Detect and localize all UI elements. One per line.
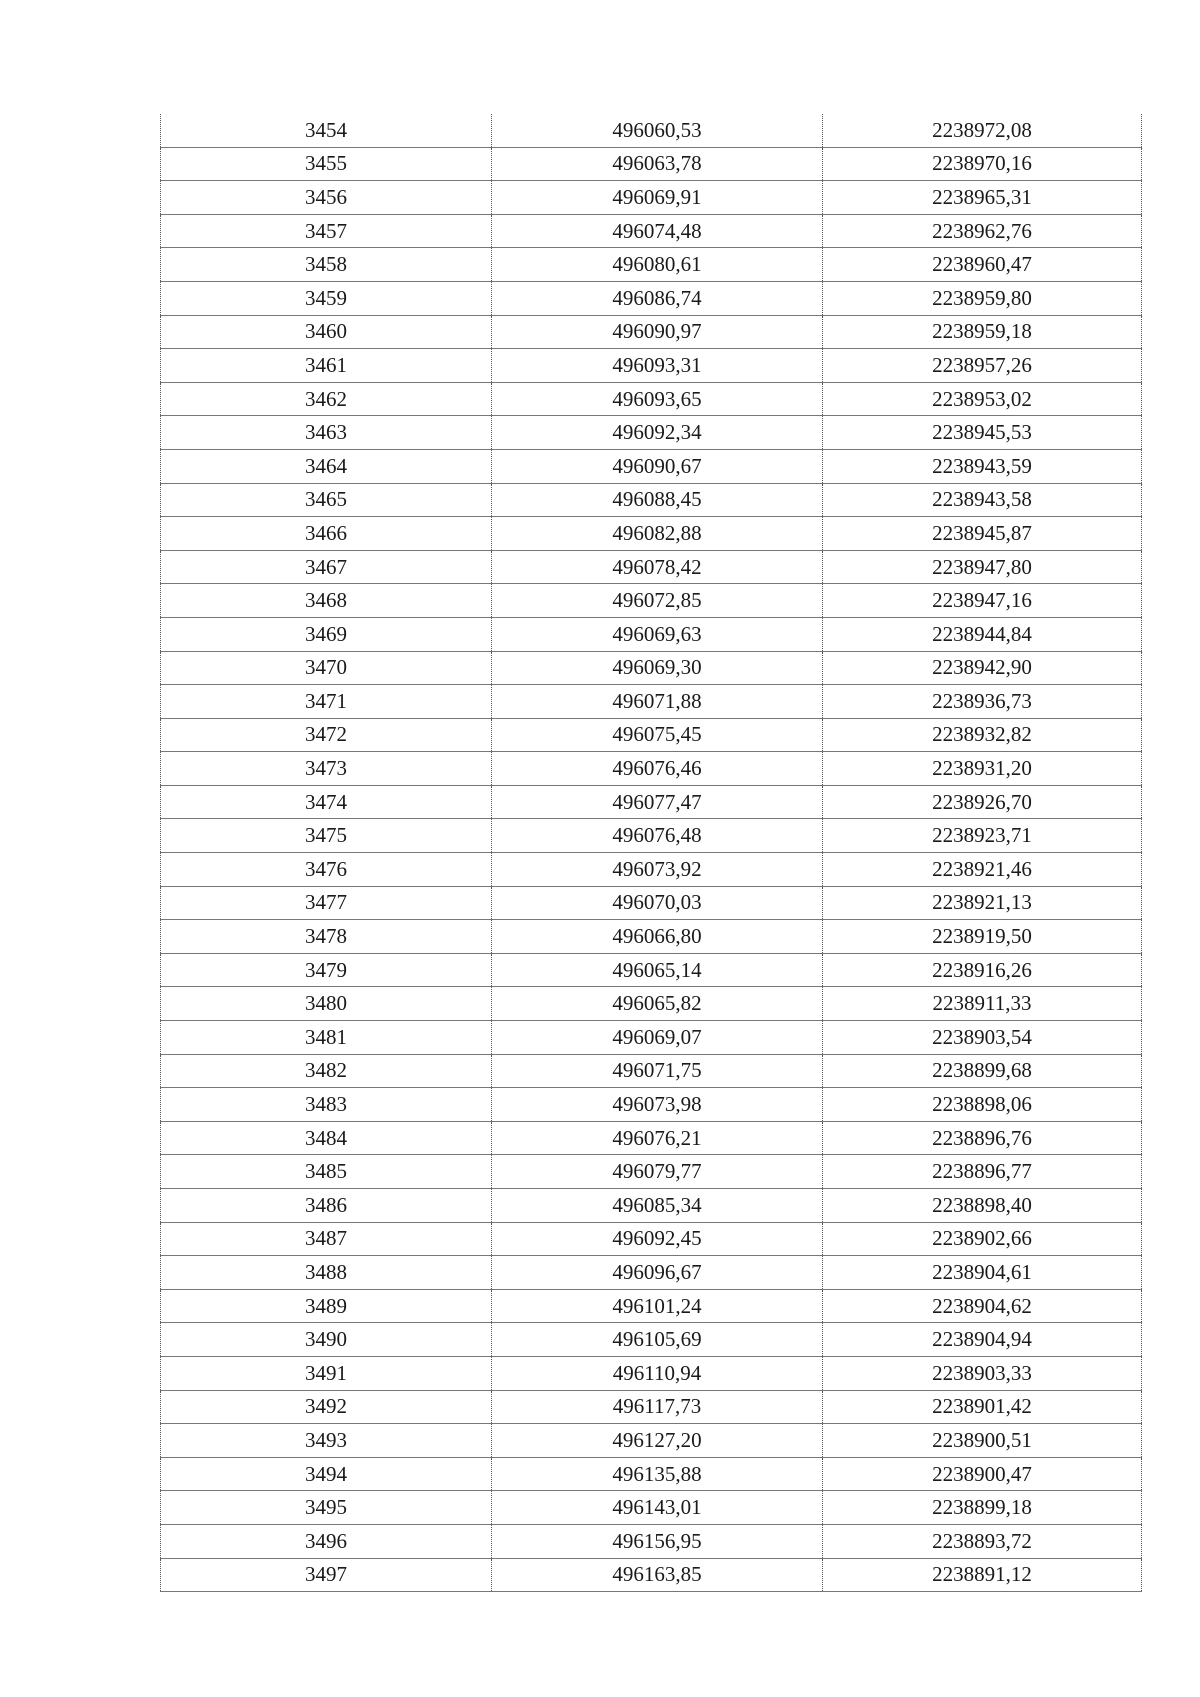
table-row: [161, 953, 1142, 987]
table-row: [161, 1256, 1142, 1290]
point-number-cell: 3457: [161, 214, 492, 248]
x-coordinate-cell: 496076,21: [492, 1121, 823, 1155]
table-row: [161, 1155, 1142, 1189]
x-coordinate-cell: 496110,94: [492, 1356, 823, 1390]
x-coordinate-cell: 496076,48: [492, 819, 823, 853]
x-coordinate-cell: 496163,85: [492, 1558, 823, 1592]
y-coordinate-cell: 2238898,06: [823, 1088, 1142, 1122]
table-row: [161, 1390, 1142, 1424]
table-row: [161, 886, 1142, 920]
y-coordinate-cell: 2238899,68: [823, 1054, 1142, 1088]
y-coordinate-cell: 2238921,13: [823, 886, 1142, 920]
table-row: [161, 617, 1142, 651]
point-number-cell: 3477: [161, 886, 492, 920]
y-coordinate-cell: 2238953,02: [823, 382, 1142, 416]
x-coordinate-cell: 496076,46: [492, 752, 823, 786]
table-row: [161, 1289, 1142, 1323]
x-coordinate-cell: 496117,73: [492, 1390, 823, 1424]
x-coordinate-cell: 496069,63: [492, 617, 823, 651]
point-number-cell: 3485: [161, 1155, 492, 1189]
point-number-cell: 3493: [161, 1424, 492, 1458]
table-row: [161, 1558, 1142, 1592]
point-number-cell: 3473: [161, 752, 492, 786]
x-coordinate-cell: 496060,53: [492, 114, 823, 147]
point-number-cell: 3455: [161, 147, 492, 181]
point-number-cell: 3489: [161, 1289, 492, 1323]
table-row: [161, 1054, 1142, 1088]
y-coordinate-cell: 2238896,76: [823, 1121, 1142, 1155]
table-row: [161, 483, 1142, 517]
y-coordinate-cell: 2238926,70: [823, 785, 1142, 819]
y-coordinate-cell: 2238904,94: [823, 1323, 1142, 1357]
x-coordinate-cell: 496093,31: [492, 349, 823, 383]
y-coordinate-cell: 2238962,76: [823, 214, 1142, 248]
table-row: [161, 920, 1142, 954]
point-number-cell: 3461: [161, 349, 492, 383]
point-number-cell: 3463: [161, 416, 492, 450]
x-coordinate-cell: 496127,20: [492, 1424, 823, 1458]
point-number-cell: 3478: [161, 920, 492, 954]
table-row: [161, 1088, 1142, 1122]
x-coordinate-cell: 496075,45: [492, 718, 823, 752]
table-row: [161, 349, 1142, 383]
point-number-cell: 3490: [161, 1323, 492, 1357]
point-number-cell: 3481: [161, 1021, 492, 1055]
table-row: [161, 1457, 1142, 1491]
point-number-cell: 3476: [161, 853, 492, 887]
table-row: [161, 853, 1142, 887]
point-number-cell: 3484: [161, 1121, 492, 1155]
x-coordinate-cell: 496074,48: [492, 214, 823, 248]
x-coordinate-cell: 496088,45: [492, 483, 823, 517]
y-coordinate-cell: 2238944,84: [823, 617, 1142, 651]
y-coordinate-cell: 2238943,58: [823, 483, 1142, 517]
x-coordinate-cell: 496073,98: [492, 1088, 823, 1122]
y-coordinate-cell: 2238921,46: [823, 853, 1142, 887]
table-row: [161, 1491, 1142, 1525]
y-coordinate-cell: 2238970,16: [823, 147, 1142, 181]
table-row: [161, 819, 1142, 853]
y-coordinate-cell: 2238893,72: [823, 1524, 1142, 1558]
table-row: [161, 315, 1142, 349]
table-row: [161, 752, 1142, 786]
table-row: [161, 181, 1142, 215]
point-number-cell: 3482: [161, 1054, 492, 1088]
point-number-cell: 3494: [161, 1457, 492, 1491]
coordinates-table: [160, 114, 1142, 1592]
y-coordinate-cell: 2238903,54: [823, 1021, 1142, 1055]
x-coordinate-cell: 496093,65: [492, 382, 823, 416]
y-coordinate-cell: 2238919,50: [823, 920, 1142, 954]
y-coordinate-cell: 2238911,33: [823, 987, 1142, 1021]
y-coordinate-cell: 2238900,51: [823, 1424, 1142, 1458]
table-row: [161, 685, 1142, 719]
x-coordinate-cell: 496085,34: [492, 1189, 823, 1223]
y-coordinate-cell: 2238899,18: [823, 1491, 1142, 1525]
table-row: [161, 416, 1142, 450]
x-coordinate-cell: 496156,95: [492, 1524, 823, 1558]
y-coordinate-cell: 2238945,87: [823, 517, 1142, 551]
point-number-cell: 3474: [161, 785, 492, 819]
y-coordinate-cell: 2238960,47: [823, 248, 1142, 282]
point-number-cell: 3465: [161, 483, 492, 517]
y-coordinate-cell: 2238900,47: [823, 1457, 1142, 1491]
point-number-cell: 3486: [161, 1189, 492, 1223]
table-row: [161, 114, 1142, 147]
x-coordinate-cell: 496072,85: [492, 584, 823, 618]
point-number-cell: 3462: [161, 382, 492, 416]
y-coordinate-cell: 2238945,53: [823, 416, 1142, 450]
table-row: [161, 785, 1142, 819]
point-number-cell: 3459: [161, 281, 492, 315]
y-coordinate-cell: 2238904,62: [823, 1289, 1142, 1323]
x-coordinate-cell: 496143,01: [492, 1491, 823, 1525]
y-coordinate-cell: 2238947,16: [823, 584, 1142, 618]
y-coordinate-cell: 2238959,80: [823, 281, 1142, 315]
y-coordinate-cell: 2238923,71: [823, 819, 1142, 853]
point-number-cell: 3479: [161, 953, 492, 987]
table-row: [161, 281, 1142, 315]
point-number-cell: 3464: [161, 449, 492, 483]
y-coordinate-cell: 2238916,26: [823, 953, 1142, 987]
x-coordinate-cell: 496071,75: [492, 1054, 823, 1088]
table-row: [161, 718, 1142, 752]
table-row: [161, 1222, 1142, 1256]
x-coordinate-cell: 496101,24: [492, 1289, 823, 1323]
x-coordinate-cell: 496135,88: [492, 1457, 823, 1491]
x-coordinate-cell: 496065,82: [492, 987, 823, 1021]
y-coordinate-cell: 2238891,12: [823, 1558, 1142, 1592]
x-coordinate-cell: 496092,45: [492, 1222, 823, 1256]
point-number-cell: 3495: [161, 1491, 492, 1525]
table-row: [161, 1356, 1142, 1390]
x-coordinate-cell: 496071,88: [492, 685, 823, 719]
x-coordinate-cell: 496096,67: [492, 1256, 823, 1290]
y-coordinate-cell: 2238936,73: [823, 685, 1142, 719]
point-number-cell: 3471: [161, 685, 492, 719]
x-coordinate-cell: 496066,80: [492, 920, 823, 954]
x-coordinate-cell: 496079,77: [492, 1155, 823, 1189]
table-row: [161, 1424, 1142, 1458]
x-coordinate-cell: 496077,47: [492, 785, 823, 819]
point-number-cell: 3460: [161, 315, 492, 349]
y-coordinate-cell: 2238942,90: [823, 651, 1142, 685]
table-row: [161, 382, 1142, 416]
table-row: [161, 1189, 1142, 1223]
point-number-cell: 3487: [161, 1222, 492, 1256]
point-number-cell: 3469: [161, 617, 492, 651]
x-coordinate-cell: 496069,07: [492, 1021, 823, 1055]
x-coordinate-cell: 496069,30: [492, 651, 823, 685]
table-row: [161, 584, 1142, 618]
point-number-cell: 3458: [161, 248, 492, 282]
point-number-cell: 3497: [161, 1558, 492, 1592]
y-coordinate-cell: 2238965,31: [823, 181, 1142, 215]
x-coordinate-cell: 496080,61: [492, 248, 823, 282]
point-number-cell: 3456: [161, 181, 492, 215]
x-coordinate-cell: 496092,34: [492, 416, 823, 450]
table-row: [161, 248, 1142, 282]
y-coordinate-cell: 2238957,26: [823, 349, 1142, 383]
x-coordinate-cell: 496086,74: [492, 281, 823, 315]
x-coordinate-cell: 496073,92: [492, 853, 823, 887]
table-row: [161, 987, 1142, 1021]
x-coordinate-cell: 496082,88: [492, 517, 823, 551]
point-number-cell: 3454: [161, 114, 492, 147]
point-number-cell: 3472: [161, 718, 492, 752]
point-number-cell: 3466: [161, 517, 492, 551]
x-coordinate-cell: 496065,14: [492, 953, 823, 987]
x-coordinate-cell: 496105,69: [492, 1323, 823, 1357]
y-coordinate-cell: 2238947,80: [823, 550, 1142, 584]
point-number-cell: 3491: [161, 1356, 492, 1390]
point-number-cell: 3468: [161, 584, 492, 618]
table-row: [161, 1323, 1142, 1357]
x-coordinate-cell: 496069,91: [492, 181, 823, 215]
coordinates-table-body: [161, 114, 1142, 1592]
table-row: [161, 1021, 1142, 1055]
y-coordinate-cell: 2238943,59: [823, 449, 1142, 483]
y-coordinate-cell: 2238902,66: [823, 1222, 1142, 1256]
x-coordinate-cell: 496063,78: [492, 147, 823, 181]
y-coordinate-cell: 2238896,77: [823, 1155, 1142, 1189]
table-row: [161, 550, 1142, 584]
table-row: [161, 1121, 1142, 1155]
table-row: [161, 651, 1142, 685]
x-coordinate-cell: 496078,42: [492, 550, 823, 584]
y-coordinate-cell: 2238959,18: [823, 315, 1142, 349]
y-coordinate-cell: 2238901,42: [823, 1390, 1142, 1424]
point-number-cell: 3483: [161, 1088, 492, 1122]
y-coordinate-cell: 2238898,40: [823, 1189, 1142, 1223]
y-coordinate-cell: 2238903,33: [823, 1356, 1142, 1390]
point-number-cell: 3470: [161, 651, 492, 685]
x-coordinate-cell: 496090,67: [492, 449, 823, 483]
table-row: [161, 1524, 1142, 1558]
x-coordinate-cell: 496090,97: [492, 315, 823, 349]
y-coordinate-cell: 2238904,61: [823, 1256, 1142, 1290]
point-number-cell: 3496: [161, 1524, 492, 1558]
point-number-cell: 3467: [161, 550, 492, 584]
table-row: [161, 147, 1142, 181]
point-number-cell: 3480: [161, 987, 492, 1021]
point-number-cell: 3492: [161, 1390, 492, 1424]
y-coordinate-cell: 2238972,08: [823, 114, 1142, 147]
table-row: [161, 214, 1142, 248]
y-coordinate-cell: 2238931,20: [823, 752, 1142, 786]
point-number-cell: 3488: [161, 1256, 492, 1290]
point-number-cell: 3475: [161, 819, 492, 853]
table-row: [161, 449, 1142, 483]
y-coordinate-cell: 2238932,82: [823, 718, 1142, 752]
table-row: [161, 517, 1142, 551]
x-coordinate-cell: 496070,03: [492, 886, 823, 920]
